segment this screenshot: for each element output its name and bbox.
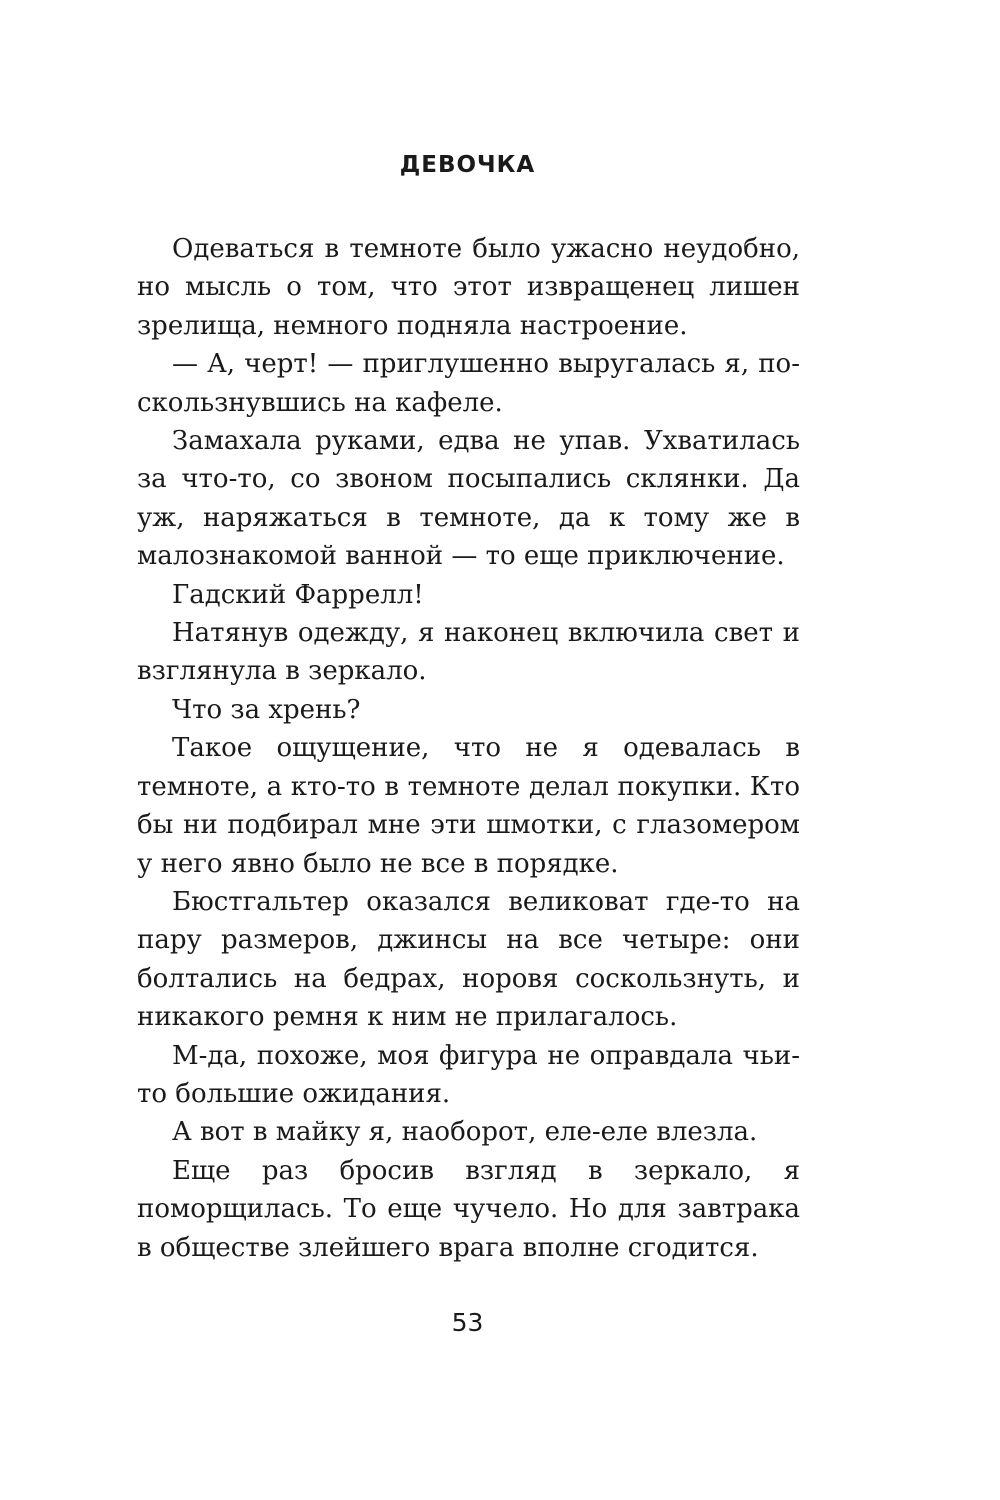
paragraph: — А, черт! — приглушенно выругалась я, поскользнувшись на кафеле. [137, 349, 800, 418]
paragraph: Что за хрень? [172, 694, 361, 725]
paragraph: Такое ощущение, что не я одевалась в темноте, а кто-то в темноте делал покупки. Кто бы ни подбирал мне эти шмотки, с глазомером у него явно было не все в порядке. [137, 733, 800, 879]
paragraph: Замахала руками, едва не упав. Ухватилась за что-то, со звоном посыпались склянки. Да уж, наряжаться в темноте, да к тому же в малознакомой ванной — то еще приключение. [137, 426, 800, 572]
paragraph: Натянув одежду, я наконец включила свет и взглянула в зеркало. [137, 618, 800, 687]
paragraph: Одеваться в темноте было ужасно неудобно, но мысль о том, что этот извращенец лишен зрелища, немного подняла настроение. [137, 234, 800, 341]
paragraph: Еще раз бросив взгляд в зеркало, я поморщилась. То еще чучело. Но для завтрака в обществе злейшего врага вполне сгодится. [137, 1155, 800, 1263]
page-number: 53 [451, 1308, 484, 1337]
paragraph: М-да, похоже, моя фигура не оправдала чьи-то большие ожидания. [137, 1040, 800, 1109]
paragraph: А вот в майку я, наоборот, еле-еле влезла. [172, 1117, 758, 1148]
chapter-title: ДЕВОЧКА [399, 152, 536, 178]
body-text [137, 230, 800, 1267]
paragraph: Гадский Фаррелл! [172, 579, 424, 610]
paragraph: Бюстгальтер оказался великоват где-то на пару размеров, джинсы на все четыре: они болтались на бедрах, норовя соскользнуть, и никакого ремня к ним не прилагалось. [137, 886, 800, 1033]
